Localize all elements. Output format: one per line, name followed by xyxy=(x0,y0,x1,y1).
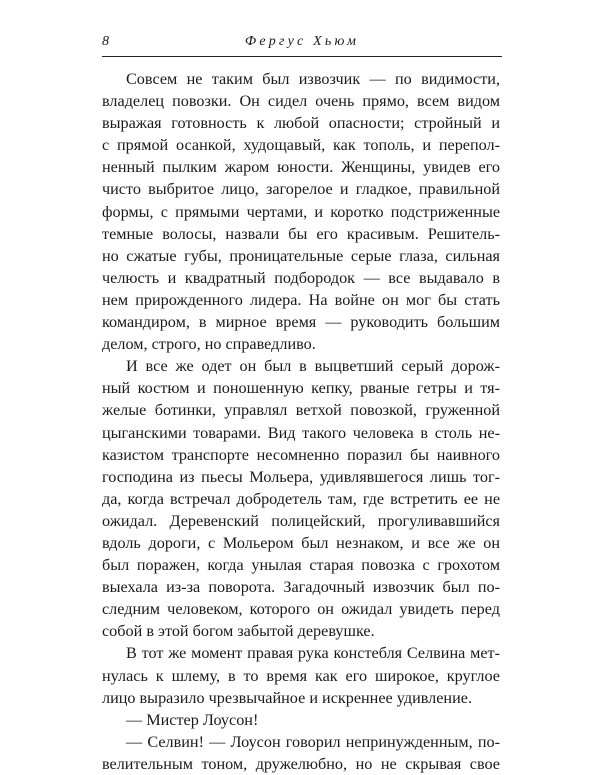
text-line: выехала из-за поворота. Загадочный извозчик был по- xyxy=(102,578,500,597)
text-line: ный костюм и поношенную кепку, рваные гетры и тя- xyxy=(102,379,500,398)
text-line: — Селвин! — Лоусон говорил непринужденным, по- xyxy=(126,732,500,751)
text-line: лицо выразило чрезвычайное и искреннее удивление. xyxy=(102,688,472,707)
text-line: велительным тоном, дружелюбно, но не скрывая свое xyxy=(102,754,500,773)
text-line: делом, строго, но справедливо. xyxy=(102,335,316,354)
text-line: вдоль дороги, с Мольером был незнаком, и все же он xyxy=(102,533,500,552)
text-line: нем прирожденного лидера. На войне он мог бы стать xyxy=(102,290,500,309)
text-line: казистом транспорте несомненно поразил бы наивного xyxy=(102,445,500,464)
text-line: следним человеком, которого он ожидал увидеть перед xyxy=(102,600,500,619)
text-line: челюсть и квадратный подбородок — все выдавало в xyxy=(102,268,500,287)
text-line: темные волосы, назвали бы его красивым. Решитель- xyxy=(102,224,500,243)
text-line: владелец повозки. Он сидел очень прямо, всем видом xyxy=(102,92,500,111)
text-line: господина из пьесы Мольера, удивлявшегося лишь тог- xyxy=(102,467,500,486)
text-line: — Мистер Лоусон! xyxy=(126,710,259,729)
text-line: был поражен, когда унылая старая повозка с грохотом xyxy=(102,556,500,575)
text-line: И все же одет он был в выцветший серый дорож- xyxy=(126,357,500,376)
text-line: чисто выбритое лицо, загорелое и гладкое, правильной xyxy=(102,180,500,199)
text-line: формы, с прямыми чертами, и коротко подстриженные xyxy=(102,202,500,221)
text-line: с прямой осанкой, худощавый, как тополь, и перепол- xyxy=(102,136,500,155)
running-head-author: Фергус Хьюм xyxy=(244,34,360,49)
body-text xyxy=(102,68,500,775)
text-line: нулась к шлему, в то время как его широкое, круглое xyxy=(102,666,500,685)
text-line: да, когда встречал добродетель там, где встретить ее не xyxy=(102,489,500,508)
text-line: выражая готовность к любой опасности; стройный и xyxy=(102,114,500,133)
text-line: ненный пылким жаром юности. Женщины, увидев его xyxy=(102,158,500,177)
text-line: желые ботинки, управлял ветхой повозкой, груженной xyxy=(102,401,500,420)
text-line: командиром, в мирное время — руководить большим xyxy=(102,313,500,332)
text-line: цыганскими товарами. Вид такого человека в столь не- xyxy=(102,423,500,442)
text-line: Совсем не таким был извозчик — по видимости, xyxy=(126,70,500,88)
text-line: собой в этой богом забытой деревушке. xyxy=(102,622,375,641)
text-line: но сжатые губы, проницательные серые глаза, сильная xyxy=(102,246,500,265)
page-number: 8 xyxy=(102,34,109,49)
text-line: В тот же момент правая рука констебля Селвина мет- xyxy=(126,644,500,663)
page-header xyxy=(102,34,502,57)
text-line: ожидал. Деревенский полицейский, прогуливавшийся xyxy=(102,511,500,530)
